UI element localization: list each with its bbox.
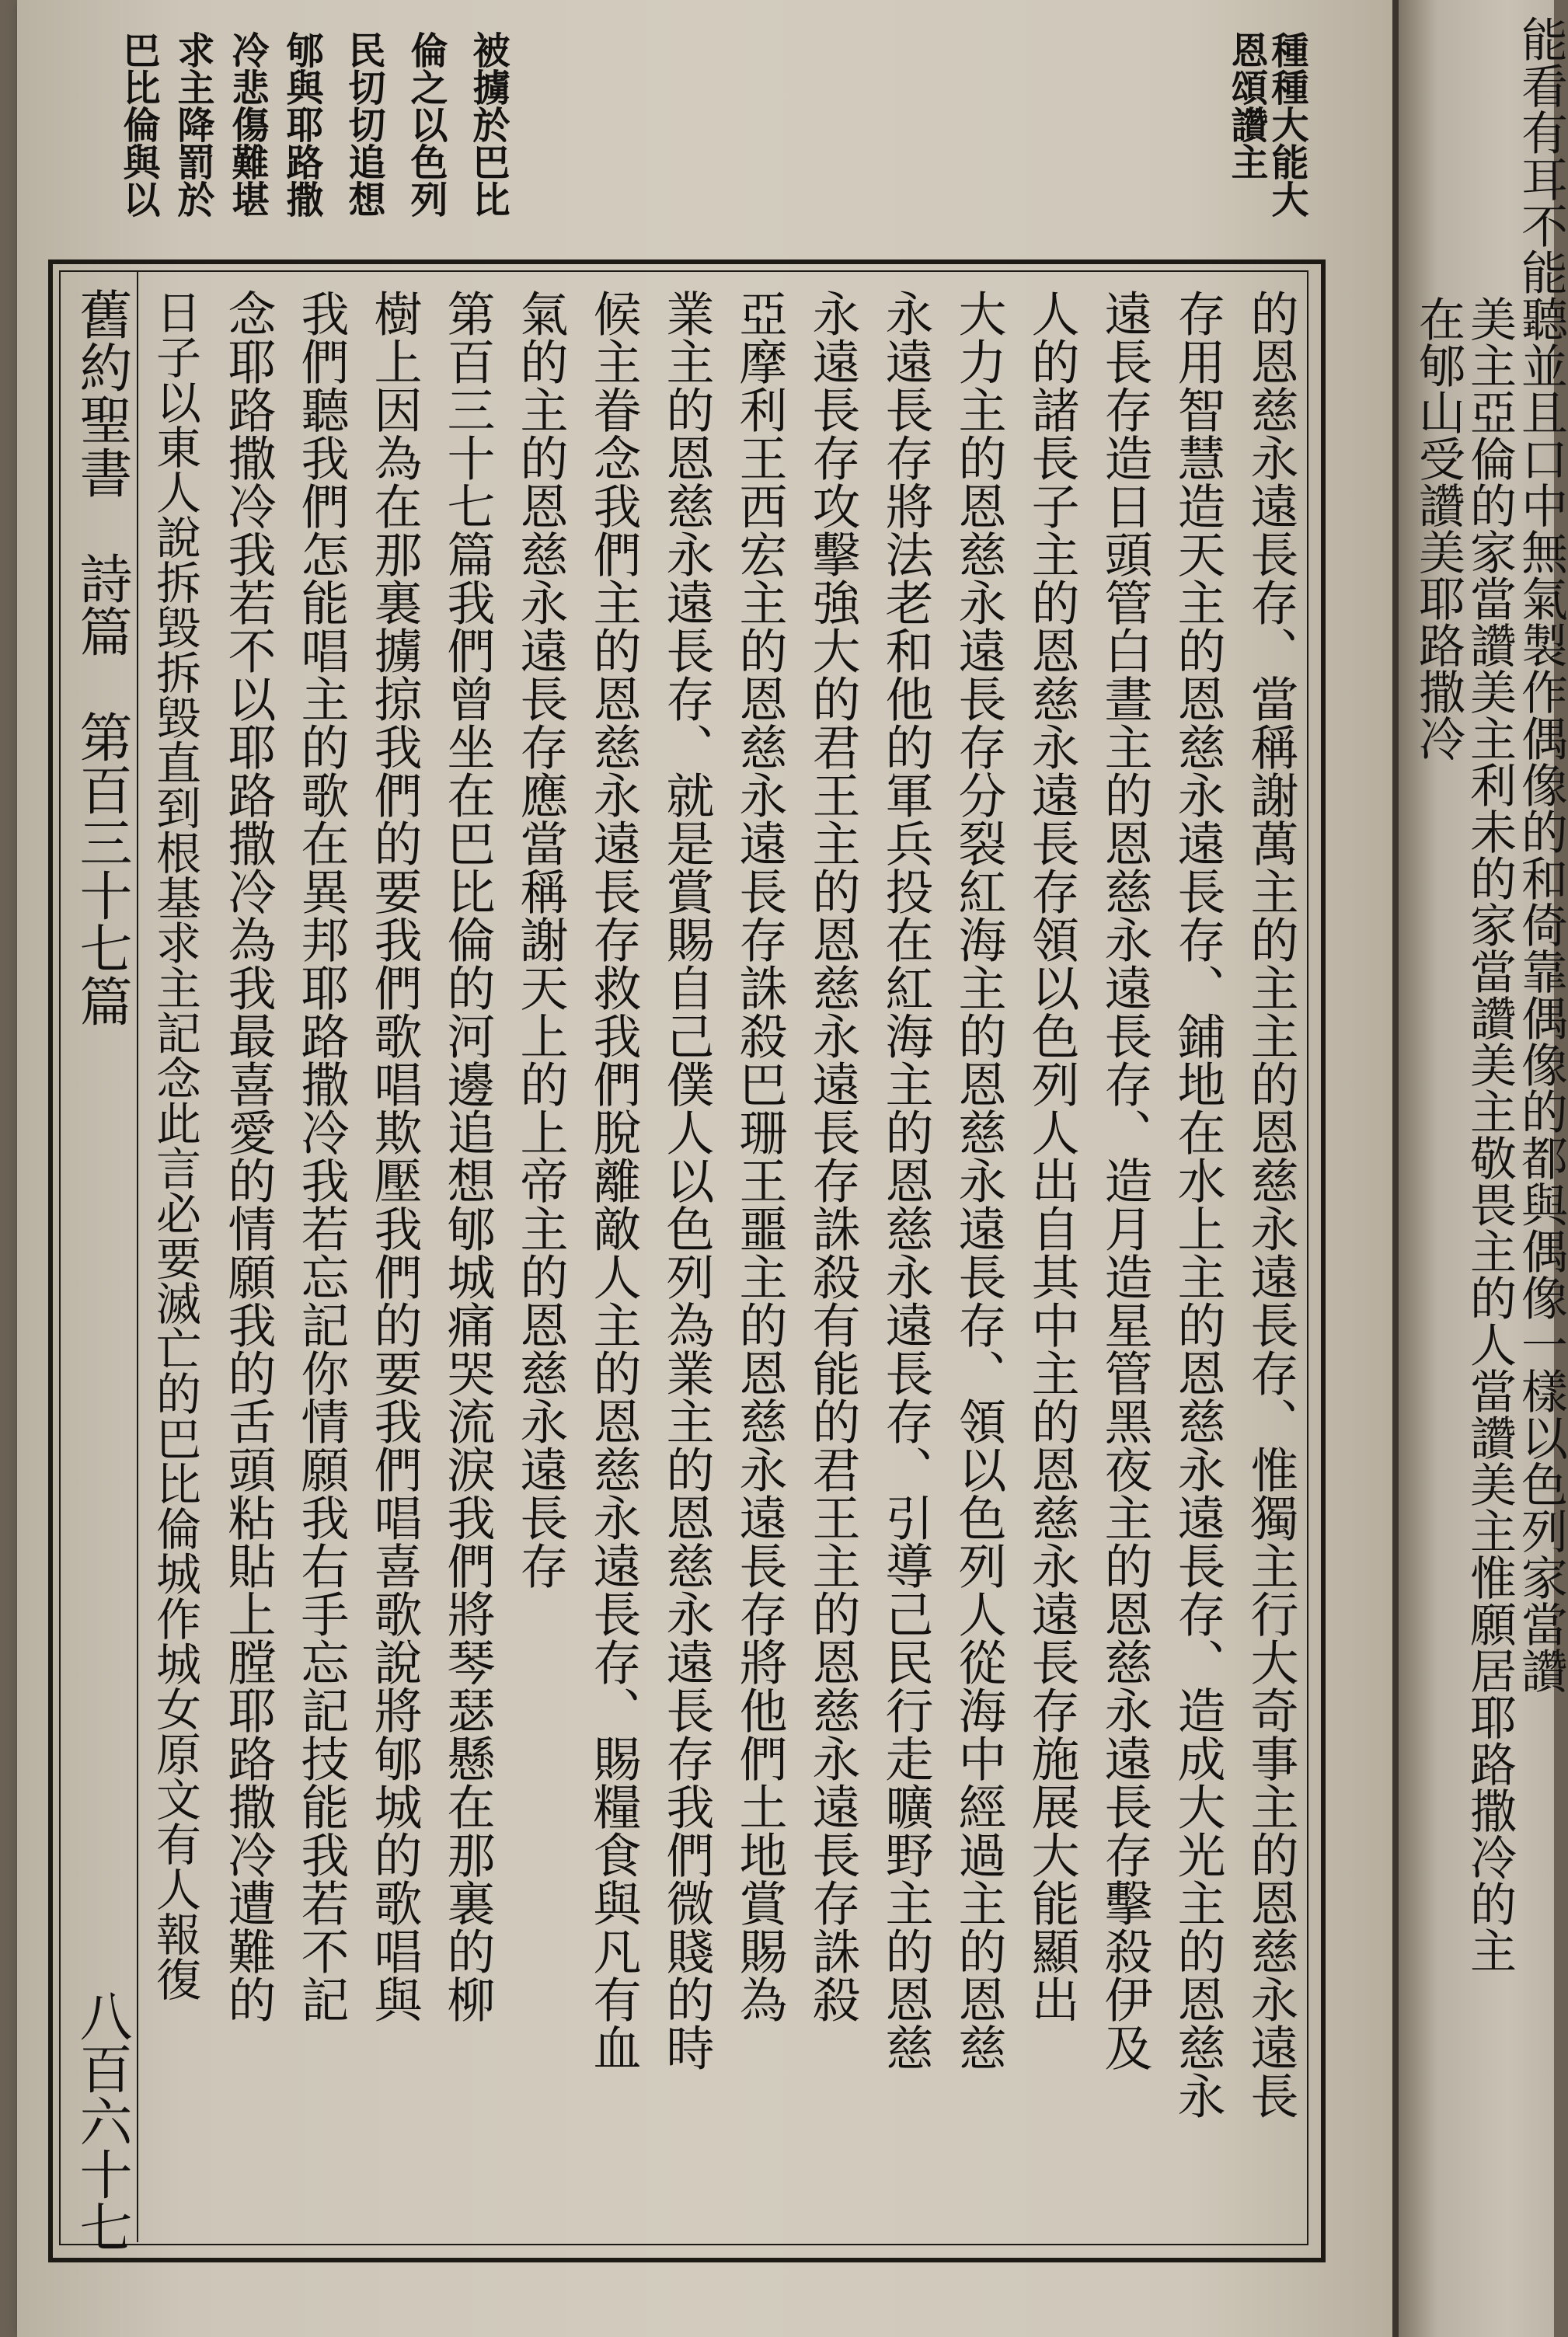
- text-column: 大力主的恩慈永遠長存分裂紅海主的恩慈永遠長存、領以色列人從海中經過主的恩慈: [950, 289, 1007, 2071]
- text-column: 遠長存造日頭管白晝主的恩慈永遠長存、造月造星管黑夜主的恩慈永遠長存擊殺伊及: [1096, 289, 1153, 2071]
- text-column: 日子以東人說拆毀拆毀直到根基求主記念此言必要滅亡的巴比倫城作城女原文有人報復: [148, 289, 201, 2001]
- facing-column: 在郇山受讚美耶路撒冷: [1411, 295, 1465, 761]
- header-summary-column: 求主降罰於: [171, 31, 214, 218]
- text-column: 業主的恩慈永遠長存、就是賞賜自己僕人以色列為業主的恩慈永遠長存我們微賤的時: [658, 289, 715, 2071]
- book-gutter: [1392, 0, 1399, 2337]
- text-column: 第百三十七篇我們曾坐在巴比倫的河邊追想郇城痛哭流淚我們將琴瑟懸在那裏的柳: [439, 289, 496, 2023]
- running-title: 舊約聖書 詩篇 第百三十七篇: [71, 287, 132, 1027]
- header-summary-column: 郇與耶路撒: [280, 31, 323, 218]
- text-column: 樹上因為在那裏擄掠我們的要我們歌唱欺壓我們的要我們唱喜歌說將郇城的歌唱與: [366, 289, 423, 2023]
- header-summary-column: 民切切追想: [342, 31, 385, 218]
- text-column: 永遠長存攻擊強大的君王主的恩慈永遠長存誅殺有能的君王主的恩慈永遠長存誅殺: [804, 289, 861, 2023]
- header-summary-column: 被擄於巴比: [466, 31, 510, 218]
- text-column: 氣的主的恩慈永遠長存應當稱謝天上的上帝主的恩慈永遠長存: [512, 289, 569, 1590]
- footer-rule: [137, 270, 138, 2242]
- header-summary-column: 巴比倫與以: [117, 31, 160, 218]
- text-column: 亞摩利王西宏主的恩慈永遠長存誅殺巴珊王噩主的恩慈永遠長存將他們土地賞賜為: [731, 289, 788, 2023]
- text-column: 的恩慈永遠長存、當稱謝萬主的主主的恩慈永遠長存、惟獨主行大奇事主的恩慈永遠長: [1242, 289, 1299, 2119]
- text-column: 存用智慧造天主的恩慈永遠長存、鋪地在水上主的恩慈永遠長存、造成大光主的恩慈永: [1169, 289, 1226, 2119]
- text-column: 候主眷念我們主的恩慈永遠長存救我們脫離敵人主的恩慈永遠長存、賜糧食與凡有血: [585, 289, 642, 2071]
- facing-column: 能看有耳不能聽並且口中無氣製作偶像的和倚靠偶像的都與偶像一樣以色列家當讚: [1514, 16, 1568, 1694]
- facing-column: 美主亞倫的家當讚美主利未的家當讚美主敬畏主的人當讚美主惟願居耶路撒冷的主: [1462, 295, 1517, 1973]
- header-summary-column: 恩頌讚主: [1225, 31, 1268, 180]
- header-summary-column: 倫之以色列: [404, 31, 448, 218]
- header-summary-column: 種種大能大: [1265, 31, 1308, 218]
- text-column: 永遠長存將法老和他的軍兵投在紅海主的恩慈永遠長存、引導己民行走曠野主的恩慈: [877, 289, 934, 2071]
- text-column: 念耶路撒冷我若不以耶路撒冷為我最喜愛的情願我的舌頭粘貼上膛耶路撒冷遭難的: [220, 289, 277, 2023]
- text-column: 人的諸長子主的恩慈永遠長存領以色列人出自其中主的恩慈永遠長存施展大能顯出: [1023, 289, 1080, 2023]
- header-summary-column: 冷悲傷難堪: [225, 31, 269, 218]
- facing-page: [1399, 0, 1568, 2337]
- page-number: 八百六十七: [71, 1989, 132, 2253]
- text-column: 我們聽我們怎能唱主的歌在異邦耶路撒冷我若忘記你情願我右手忘記技能我若不記: [293, 289, 350, 2023]
